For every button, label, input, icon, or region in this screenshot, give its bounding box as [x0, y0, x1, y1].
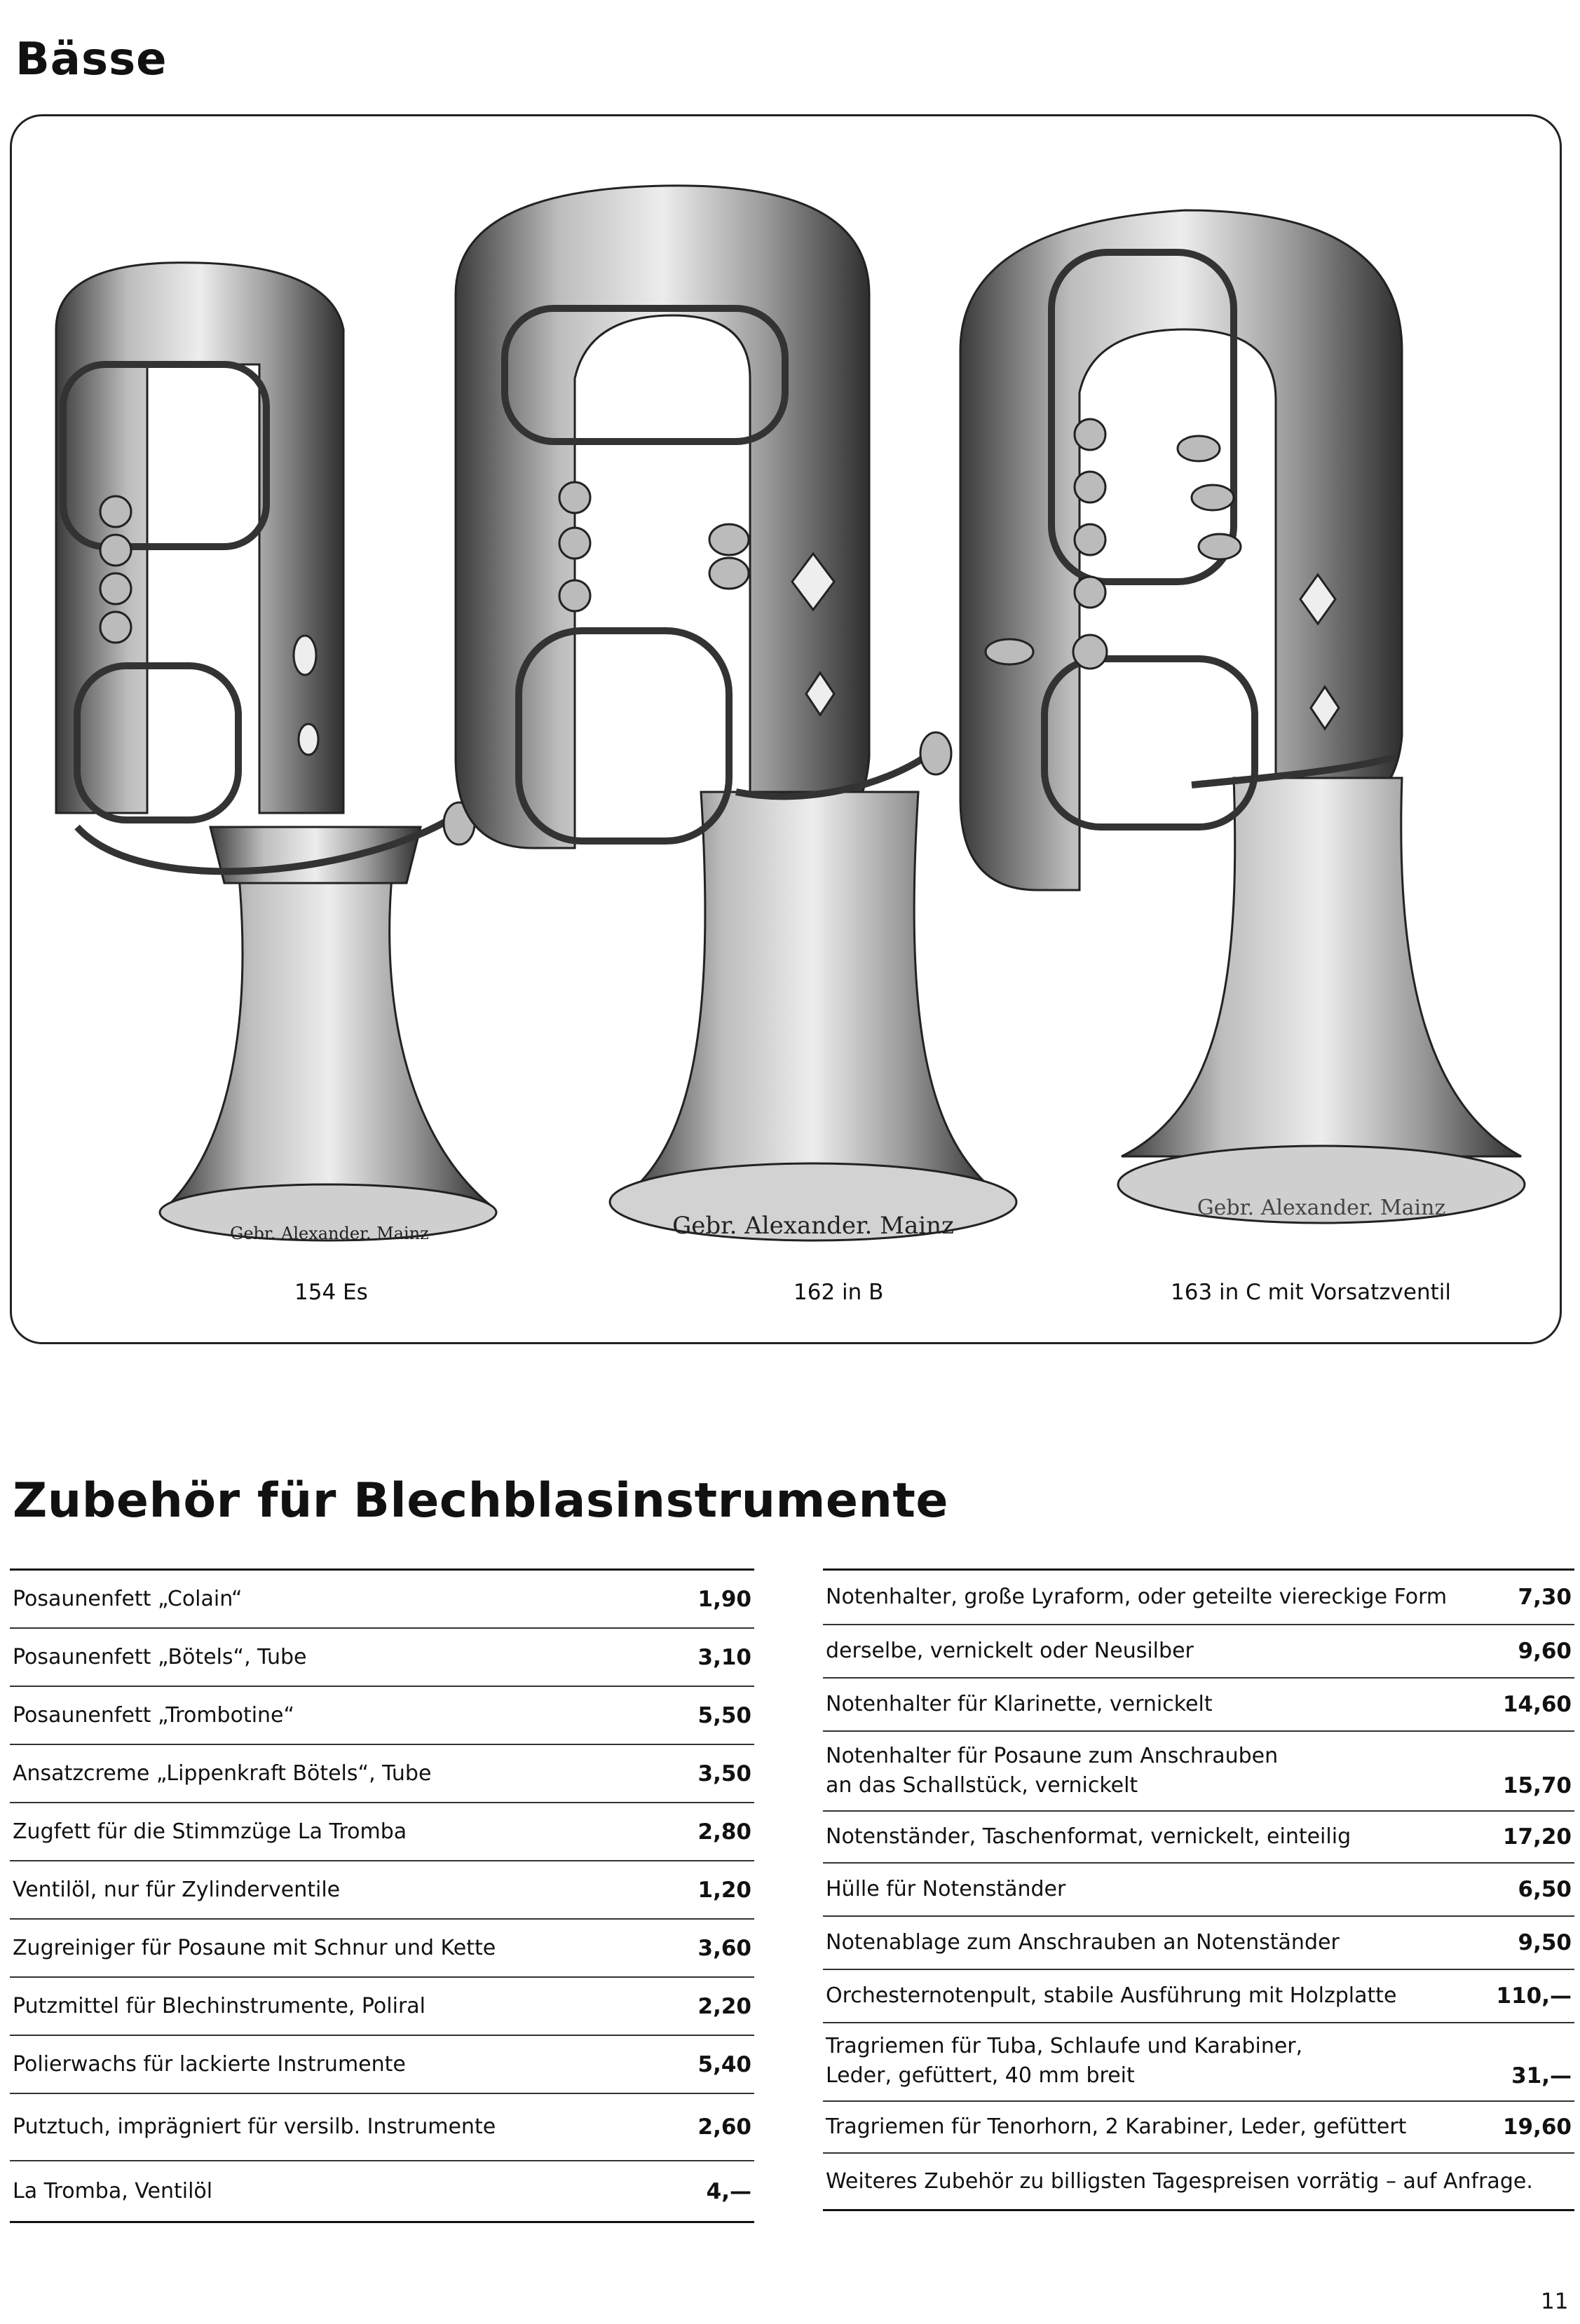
- price-row: [10, 2094, 754, 2161]
- item-name: Zugreiniger für Posaune mit Schnur und Kette: [13, 1935, 496, 1960]
- item-price: 2,20: [697, 1993, 751, 2019]
- item-price: 9,50: [1518, 1930, 1572, 1955]
- engraving-154: Gebr. Alexander. Mainz: [230, 1224, 429, 1243]
- price-row: [823, 1625, 1574, 1679]
- price-row: [823, 1571, 1574, 1625]
- caption-163-in-c: 163 in C mit Vorsatzventil: [1171, 1280, 1451, 1305]
- item-name: Notenhalter, große Lyraform, oder geteilte viereckige Form: [826, 1585, 1448, 1609]
- accessories-title: Zubehör für Blechblasinstrumente: [13, 1473, 949, 1529]
- item-price: 19,60: [1502, 2114, 1572, 2140]
- item-name-line1: Notenhalter für Posaune zum Anschrauben: [826, 1744, 1279, 1768]
- price-row: [10, 1629, 754, 1687]
- tuba-154-es: [56, 263, 496, 1243]
- engraving-163: Gebr. Alexander. Mainz: [1197, 1196, 1446, 1220]
- item-name: Posaunenfett „Bötels“, Tube: [13, 1644, 307, 1669]
- price-row: [10, 1745, 754, 1803]
- price-row: [823, 1732, 1574, 1812]
- item-name: Notenablage zum Anschrauben an Notenständer: [826, 1930, 1340, 1955]
- item-name: Notenhalter für Klarinette, vernickelt: [826, 1692, 1213, 1716]
- price-row: [10, 1978, 754, 2036]
- item-name: Polierwachs für lackierte Instrumente: [13, 2051, 406, 2077]
- price-row: [823, 1917, 1574, 1970]
- accessories-note-row: [823, 2154, 1574, 2211]
- item-name: Posaunenfett „Colain“: [13, 1586, 243, 1611]
- item-name: [823, 1742, 1278, 1800]
- item-price: 110,—: [1496, 1983, 1572, 2009]
- item-name: derselbe, vernickelt oder Neusilber: [826, 1639, 1194, 1663]
- item-price: 15,70: [1502, 1773, 1572, 1798]
- item-name: Posaunenfett „Trombotine“: [13, 1702, 295, 1728]
- item-price: 4,—: [706, 2178, 751, 2204]
- item-price: 31,—: [1511, 2063, 1572, 2089]
- caption-162-in-b: 162 in B: [794, 1280, 884, 1305]
- price-list-right: [823, 1568, 1574, 2211]
- price-row: [823, 1812, 1574, 1864]
- price-row: [10, 1803, 754, 1861]
- item-name: Hülle für Notenständer: [826, 1877, 1066, 1901]
- item-name: Putztuch, imprägniert für versilb. Instrumente: [13, 2114, 496, 2139]
- item-price: 7,30: [1518, 1585, 1572, 1610]
- item-name: La Tromba, Ventilöl: [13, 2178, 213, 2203]
- item-name-line2: an das Schallstück, vernickelt: [826, 1773, 1138, 1798]
- item-name: Tragriemen für Tenorhorn, 2 Karabiner, Leder, gefüttert: [826, 2114, 1407, 2139]
- item-price: 1,20: [697, 1877, 751, 1903]
- item-name-line1: Tragriemen für Tuba, Schlaufe und Karabiner,: [826, 2034, 1303, 2058]
- item-price: 2,80: [697, 1819, 751, 1845]
- price-row: [823, 1970, 1574, 2023]
- engraving-162: Gebr. Alexander. Mainz: [672, 1212, 954, 1240]
- item-name: Ansatzcreme „Lippenkraft Bötels“, Tube: [13, 1761, 432, 1786]
- item-name: Zugfett für die Stimmzüge La Tromba: [13, 1819, 407, 1844]
- item-price: 1,90: [697, 1586, 751, 1612]
- price-row: [823, 2023, 1574, 2102]
- price-row: [823, 1864, 1574, 1917]
- item-price: 6,50: [1518, 1877, 1572, 1902]
- section-title: Bässe: [15, 34, 168, 86]
- item-name: Notenständer, Taschenformat, vernickelt, einteilig: [826, 1824, 1351, 1849]
- item-name: Ventilöl, nur für Zylinderventile: [13, 1877, 341, 1902]
- price-row: [10, 1920, 754, 1978]
- tuba-162-in-b: [456, 186, 1016, 1240]
- item-name: [823, 2032, 1302, 2091]
- tuba-163-in-c: [960, 210, 1525, 1223]
- item-name: Orchesternotenpult, stabile Ausführung mit Holzplatte: [826, 1983, 1397, 2008]
- item-price: 5,40: [697, 2051, 751, 2077]
- item-price: 2,60: [697, 2114, 751, 2140]
- price-row: [10, 1687, 754, 1745]
- price-row: [10, 1861, 754, 1920]
- item-price: 17,20: [1502, 1824, 1572, 1850]
- item-price: 9,60: [1518, 1639, 1572, 1664]
- item-price: 14,60: [1502, 1692, 1572, 1717]
- item-price: 3,50: [697, 1761, 751, 1786]
- item-price: 5,50: [697, 1702, 751, 1728]
- item-price: 3,60: [697, 1935, 751, 1961]
- price-list-left: [10, 1568, 754, 2223]
- price-row: [10, 2036, 754, 2094]
- caption-154-es: 154 Es: [294, 1280, 368, 1305]
- price-row: [823, 1679, 1574, 1732]
- accessories-note: Weiteres Zubehör zu billigsten Tagespreisen vorrätig – auf Anfrage.: [826, 2168, 1533, 2194]
- page-number: 11: [1541, 2289, 1569, 2314]
- item-name-line2: Leder, gefüttert, 40 mm breit: [826, 2063, 1135, 2088]
- item-price: 3,10: [697, 1644, 751, 1670]
- price-row: [10, 2161, 754, 2223]
- price-row: [10, 1571, 754, 1629]
- price-row: [823, 2102, 1574, 2154]
- item-name: Putzmittel für Blechinstrumente, Poliral: [13, 1993, 425, 2018]
